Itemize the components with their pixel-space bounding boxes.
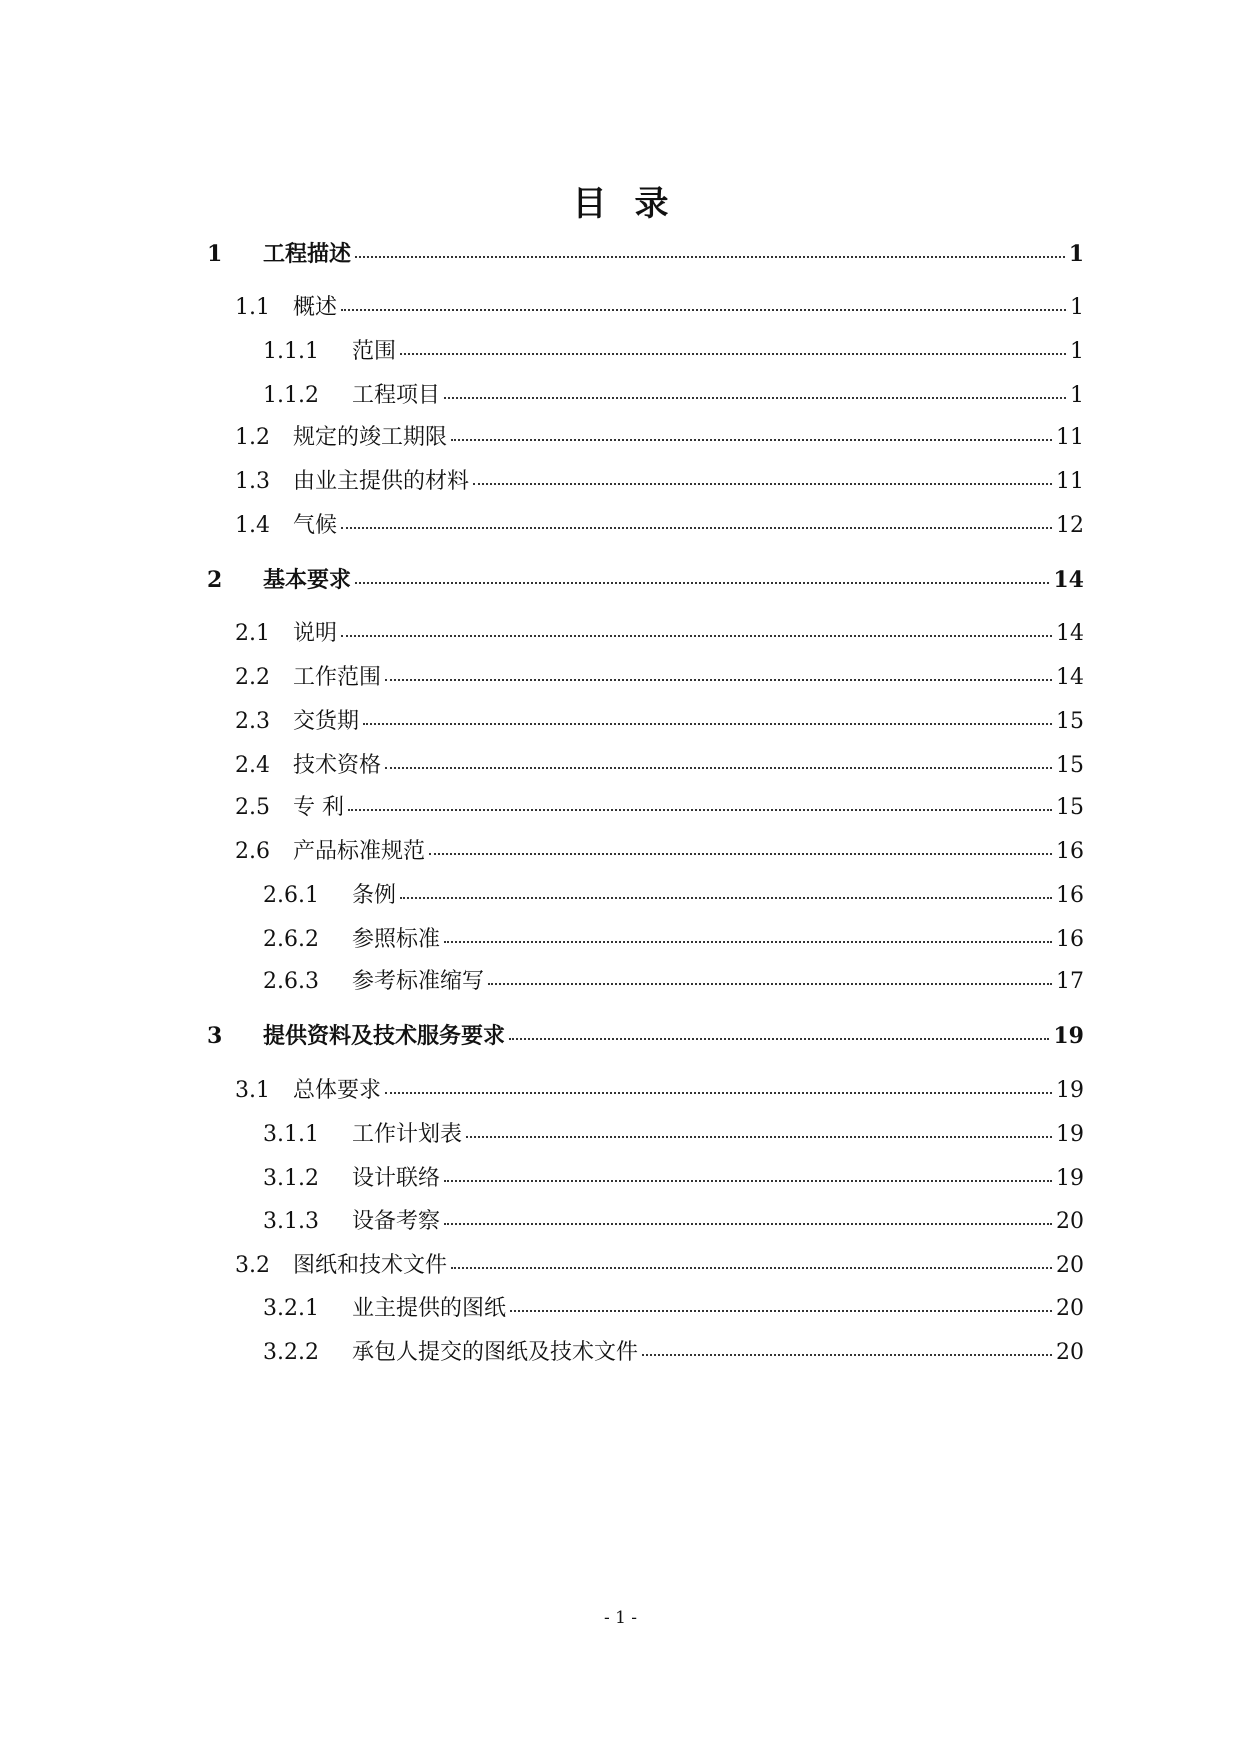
toc-entry-number: 2.5 [235,795,270,820]
toc-entry-title: 业主提供的图纸 [352,1296,507,1321]
toc-entry-page-number: 15 [1056,709,1084,734]
toc-entry-title: 技术资格 [293,753,382,778]
toc-entry[interactable] [263,880,1084,912]
toc-entry-title: 范围 [352,339,397,364]
toc-entry-number: 1.2 [235,425,270,450]
dot-leader [341,635,1052,637]
toc-entry-number: 1.1.2 [263,383,319,408]
toc-entry[interactable] [207,564,1084,596]
toc-entry[interactable] [207,238,1084,270]
toc-entry[interactable] [263,1206,1084,1238]
toc-entry[interactable] [235,618,1084,650]
toc-entry-number: 2.3 [235,709,270,734]
toc-entry[interactable] [263,924,1084,956]
toc-entry-page-number: 15 [1056,753,1084,778]
toc-entry[interactable] [235,706,1084,738]
toc-entry-page-number: 19 [1056,1078,1084,1103]
dot-leader [444,941,1052,943]
toc-entry[interactable] [263,1119,1084,1151]
toc-entry-page-number: 1 [1070,339,1084,364]
toc-entry[interactable] [263,1293,1084,1325]
toc-entry-number: 2.1 [235,621,270,646]
dot-leader [444,1180,1052,1182]
toc-entry-title: 设计联络 [352,1166,441,1191]
toc-entry-page-number: 15 [1056,795,1084,820]
toc-entry[interactable] [235,836,1084,868]
dot-leader [385,1092,1052,1094]
dot-leader [451,1267,1052,1269]
dot-leader [385,767,1052,769]
toc-entry[interactable] [235,422,1084,454]
dot-leader [510,1310,1052,1312]
toc-entry-title: 提供资料及技术服务要求 [263,1024,506,1049]
toc-entry-page-number: 20 [1056,1340,1084,1365]
toc-entry-title: 参照标准 [352,927,441,952]
toc-entry-number: 3.2.1 [263,1296,319,1321]
toc-entry-page-number: 16 [1056,927,1084,952]
toc-entry[interactable] [235,1075,1084,1107]
toc-entry[interactable] [263,336,1084,368]
toc-entry-page-number: 11 [1056,469,1084,494]
toc-entry-title: 说明 [293,621,338,646]
toc-entry[interactable] [235,750,1084,782]
toc-entry-page-number: 1 [1070,295,1084,320]
toc-entry-number: 2.6.1 [263,883,319,908]
dot-leader [488,983,1052,985]
dot-leader [400,353,1066,355]
toc-entry-title: 工作范围 [293,665,382,690]
toc-entry-title: 规定的竣工期限 [293,425,448,450]
toc-entry[interactable] [235,510,1084,542]
toc-entry-page-number: 11 [1056,425,1084,450]
toc-entry[interactable] [235,292,1084,324]
toc-entry-number: 2.4 [235,753,270,778]
toc-entry-title: 参考标准缩写 [352,969,485,994]
toc-entry-page-number: 19 [1056,1122,1084,1147]
toc-entry-number: 2 [207,567,223,593]
toc-entry-page-number: 19 [1053,1023,1084,1049]
toc-entry-title: 专 利 [293,795,344,820]
toc-entry[interactable] [263,966,1084,998]
toc-entry-number: 1.3 [235,469,270,494]
page-number-footer: - 1 - [603,1608,638,1628]
toc-entry-number: 1.1 [235,295,270,320]
toc-entry-page-number: 1 [1068,241,1084,267]
dot-leader [355,582,1049,584]
toc-entry[interactable] [235,1250,1084,1282]
toc-entry-page-number: 12 [1056,513,1084,538]
dot-leader [363,723,1052,725]
toc-entry-page-number: 16 [1056,839,1084,864]
toc-entry-title: 承包人提交的图纸及技术文件 [352,1340,639,1365]
toc-entry[interactable] [207,1020,1084,1052]
toc-entry[interactable] [263,1163,1084,1195]
toc-entry-title: 工程项目 [352,383,441,408]
toc-entry-title: 由业主提供的材料 [293,469,470,494]
toc-entry-title: 基本要求 [263,568,352,593]
toc-entry[interactable] [263,1337,1084,1369]
toc-entry[interactable] [235,466,1084,498]
toc-entry-title: 气候 [293,513,338,538]
toc-entry-page-number: 17 [1056,969,1084,994]
dot-leader [473,483,1052,485]
toc-entry-number: 2.2 [235,665,270,690]
toc-entry-title: 图纸和技术文件 [293,1253,448,1278]
dot-leader [642,1354,1052,1356]
toc-entry-page-number: 14 [1053,567,1084,593]
toc-entry[interactable] [235,662,1084,694]
toc-entry-number: 1 [207,241,223,267]
toc-entry-number: 3 [207,1023,223,1049]
dot-leader [444,397,1066,399]
toc-entry-title: 总体要求 [293,1078,382,1103]
toc-entry-page-number: 1 [1070,383,1084,408]
toc-entry-number: 2.6 [235,839,270,864]
toc-entry-number: 1.1.1 [263,339,319,364]
toc-entry-title: 条例 [352,883,397,908]
dot-leader [341,309,1066,311]
toc-entry-title: 工程描述 [263,242,352,267]
toc-entry-page-number: 14 [1056,621,1084,646]
toc-entry-number: 3.2.2 [263,1340,319,1365]
toc-entry-number: 3.1.1 [263,1122,319,1147]
toc-entry-page-number: 20 [1056,1253,1084,1278]
dot-leader [444,1223,1052,1225]
toc-entry-number: 2.6.2 [263,927,319,952]
dot-leader [509,1038,1049,1040]
toc-entry-number: 3.2 [235,1253,270,1278]
toc-entry[interactable] [235,792,1084,824]
toc-entry-page-number: 20 [1056,1209,1084,1234]
toc-entry-number: 3.1 [235,1078,270,1103]
toc-entry-number: 2.6.3 [263,969,319,994]
toc-entry-page-number: 16 [1056,883,1084,908]
dot-leader [385,679,1052,681]
dot-leader [429,853,1052,855]
dot-leader [400,897,1052,899]
toc-entry-page-number: 20 [1056,1296,1084,1321]
toc-entry-number: 3.1.3 [263,1209,319,1234]
toc-entry[interactable] [263,380,1084,412]
toc-entry-number: 1.4 [235,513,270,538]
toc-entry-title: 交货期 [293,709,360,734]
toc-entry-page-number: 14 [1056,665,1084,690]
toc-entry-page-number: 19 [1056,1166,1084,1191]
toc-entry-number: 3.1.2 [263,1166,319,1191]
page-title: 目录 [572,184,697,224]
dot-leader [451,439,1052,441]
dot-leader [348,809,1052,811]
toc-entry-title: 概述 [293,295,338,320]
toc-entry-title: 产品标准规范 [293,839,426,864]
dot-leader [341,527,1052,529]
dot-leader [466,1136,1052,1138]
toc-entry-title: 工作计划表 [352,1122,463,1147]
toc-entry-title: 设备考察 [352,1209,441,1234]
dot-leader [355,256,1065,258]
